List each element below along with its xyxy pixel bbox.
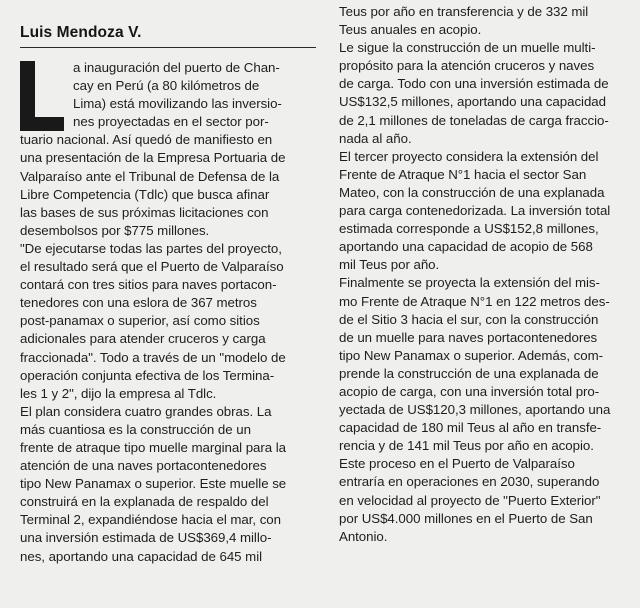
right-body-text <box>339 3 629 546</box>
text-line: de un muelle para naves portacontenedores <box>339 329 598 345</box>
text-line: de 2,1 millones de toneladas de carga fraccio- <box>339 112 609 128</box>
text-line: aportando una capacidad de acopio de 568 <box>339 239 593 255</box>
text-line: construirá en la explanada de respaldo del <box>20 494 269 510</box>
text-line: en velocidad al proyecto de "Puerto Exterior" <box>339 492 601 508</box>
text-line: por US$4.000 millones en el Puerto de San <box>339 510 593 526</box>
text-line: mil Teus por año. <box>339 257 440 273</box>
text-line: post-panamax o superior, así como sitios <box>20 313 260 329</box>
text-line: frente de atraque tipo muelle marginal para la <box>20 439 287 455</box>
text-line: "De ejecutarse todas las partes del proyecto, <box>20 240 282 256</box>
text-line: las bases de sus próximas licitaciones con <box>20 204 269 220</box>
text-line: Mateo, con la construcción de una explanada <box>339 184 605 200</box>
text-line: Lima) está movilizando las inversio- <box>73 96 282 112</box>
text-line: una presentación de la Empresa Portuaria de <box>20 150 286 166</box>
text-line: atención de una naves portacontenedores <box>20 458 267 474</box>
text-line: contará con tres sitios para naves portacon- <box>20 277 277 293</box>
text-line: estimada corresponde a US$152,8 millones, <box>339 221 599 237</box>
text-line: prende la construcción de una explanada de <box>339 365 599 381</box>
text-line: les 1 y 2", dijo la empresa al Tdlc. <box>20 385 217 401</box>
text-line: acopio de carga, con una inversión total pro- <box>339 383 600 399</box>
text-line: Finalmente se proyecta la extensión del mis- <box>339 275 600 291</box>
byline <box>20 4 316 48</box>
text-line: nes proyectadas en el sector por- <box>73 114 269 130</box>
text-line: El tercer proyecto considera la extensión del <box>339 148 599 164</box>
text-line: Teus anuales en acopio. <box>339 22 482 38</box>
text-line: Frente de Atraque N°1 hacia el sector San <box>339 166 587 182</box>
text-line: yectada de US$120,3 millones, aportando una <box>339 402 611 418</box>
byline-rule <box>20 47 316 48</box>
text-line: Libre Competencia (Tdlc) que busca afinar <box>20 186 270 202</box>
text-line: Valparaíso ante el Tribunal de Defensa de la <box>20 168 280 184</box>
text-line: nada al año. <box>339 130 412 146</box>
right-column <box>339 3 629 546</box>
text-line: más cuantiosa es la construcción de un <box>20 421 251 437</box>
text-line: Este proceso en el Puerto de Valparaíso <box>339 456 575 472</box>
text-line: El plan considera cuatro grandes obras. La <box>20 403 272 419</box>
text-line: de el Sitio 3 hacia el sur, con la construcción <box>339 311 599 327</box>
text-line: operación conjunta efectiva de los Termina- <box>20 367 275 383</box>
text-line: a inauguración del puerto de Chan- <box>73 60 280 75</box>
text-line: nes, aportando una capacidad de 645 mil <box>20 548 263 564</box>
text-line: tipo New Panamax o superior. Además, com- <box>339 347 604 363</box>
author-name: Luis Mendoza V. <box>20 24 142 41</box>
text-line: adicionales para atender cruceros y carga <box>20 331 266 347</box>
text-line: mo Frente de Atraque N°1 en 122 metros des- <box>339 293 610 309</box>
text-line: Antonio. <box>339 528 388 544</box>
text-line: Terminal 2, expandiéndose hacia el mar, con <box>20 512 281 528</box>
text-line: Teus por año en transferencia y de 332 mil <box>339 4 589 19</box>
text-line: tenedores con una eslora de 367 metros <box>20 295 257 311</box>
text-line: Le sigue la construcción de un muelle multi- <box>339 40 596 56</box>
text-line: US$132,5 millones, aportando una capacidad <box>339 94 606 110</box>
text-line: de carga. Todo con una inversión estimada de <box>339 76 609 92</box>
left-body-text <box>20 59 316 566</box>
text-line: capacidad de 180 mil Teus al año en transfe- <box>339 420 602 436</box>
text-line: tipo New Panamax o superior. Este muelle se <box>20 476 287 492</box>
text-line: tuario nacional. Así quedó de manifiesto en <box>20 132 273 148</box>
text-line: fraccionada". Todo a través de un "modelo de <box>20 349 286 365</box>
text-line: propósito para la atención cruceros y naves <box>339 58 595 74</box>
text-line: el resultado será que el Puerto de Valparaíso <box>20 259 284 275</box>
text-line: desembolsos por $775 millones. <box>20 222 210 238</box>
text-line: cay en Perú (a 80 kilómetros de <box>73 78 260 94</box>
text-line: entraría en operaciones en 2030, superando <box>339 474 600 490</box>
text-line: para carga contenedorizada. La inversión total <box>339 203 611 219</box>
text-line: una inversión estimada de US$369,4 millo- <box>20 530 272 546</box>
text-line: rencia y de 141 mil Teus por año en acopio. <box>339 438 594 454</box>
